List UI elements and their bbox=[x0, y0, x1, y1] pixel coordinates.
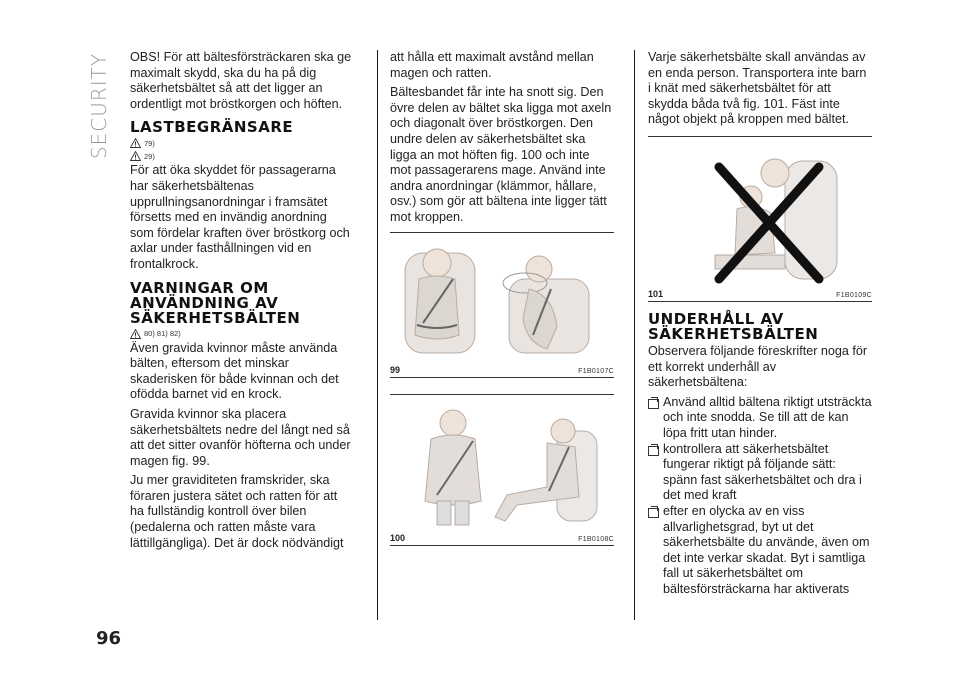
column2-paragraph-1: att hålla ett maximalt avstånd mellan magen och ratten. bbox=[390, 50, 594, 80]
pregnant-woman-seatbelt-illustration bbox=[397, 239, 607, 361]
intro-paragraph: OBS! För att bältesförsträckaren ska ge maximalt skydd, ska du ha på dig säkerhetsbältet så att det ligger an ordentligt mot bröstkorgen och höften. bbox=[130, 50, 352, 111]
underhall-paragraph: Observera följande föreskrifter noga för ett korrekt underhåll av säkerhetsbältena: bbox=[648, 343, 868, 390]
warning-triangle-icon bbox=[130, 138, 141, 148]
figure-number: 100 bbox=[390, 532, 406, 543]
warning-triangle-icon bbox=[130, 151, 141, 161]
lastbegransare-paragraph: För att öka skyddet för passagerarna har säkerhetsbältenas upprullningsanordningar i framsätet försetts med en invändig anordning som fördelar kraften över bröstkorg och axlar under fasthållningen vid en frontalkrock. bbox=[130, 163, 350, 271]
warning-ref bbox=[130, 137, 354, 149]
figure-caption bbox=[390, 531, 614, 546]
column-divider bbox=[634, 50, 635, 620]
gravida-paragraph-2: Gravida kvinnor ska placera säkerhetsbältets nedre del långt ned så att det sitter ovanför höfterna och under magen fig. 99. bbox=[130, 406, 351, 468]
figure-number: 99 bbox=[390, 364, 401, 375]
list-item bbox=[648, 395, 872, 442]
list-item-text: efter en olycka av en viss allvarlighetsgrad, byt ut det säkerhetsbälte du använde, även om det inte verkar skadat. Byt i samtliga fall ut säkerhetsbältet om bältesförsträckarna har aktiverats bbox=[663, 503, 870, 596]
warning-ref bbox=[130, 328, 354, 340]
seatbelt-position-illustration bbox=[397, 401, 607, 529]
figure-code: F1B0108C bbox=[578, 535, 614, 543]
figure-caption bbox=[648, 287, 872, 302]
figure-number: 101 bbox=[648, 288, 664, 299]
column2-paragraph-2: Bältesbandet får inte ha snott sig. Den övre delen av bältet ska ligga mot axeln och diagonalt över bröstkorgen. Den undre delen av säkerhetsbältet ska ligga an mot höften fig. 100 och inte mot passagerarens mage. Använd inte andra anordningar (klämmor, hållare, osv.) som gör att bältena inte ligger tätt mot kroppen. bbox=[390, 85, 612, 224]
figure-code: F1B0109C bbox=[836, 291, 872, 299]
figure-100 bbox=[390, 394, 614, 546]
heading-varningar: VARNINGAR OM ANVÄNDNING AV SÄKERHETSBÄLTEN bbox=[130, 278, 301, 327]
list-item-text: kontrollera att säkerhetsbältet fungerar riktigt på följande sätt: spänn fast säkerhetsbältet och dra i det med kraft bbox=[663, 441, 862, 503]
figure-99 bbox=[390, 232, 614, 378]
warning-ref-number: 80) 81) 82) bbox=[144, 328, 181, 338]
list-item bbox=[648, 504, 872, 598]
warning-ref-number: 29) bbox=[144, 151, 155, 161]
list-item-text: Använd alltid bältena riktigt utsträckta och inte snodda. Se till att de kan löpa fritt utan hinder. bbox=[663, 394, 872, 440]
column3-paragraph-1: Varje säkerhetsbälte skall användas av en enda person. Transportera inte barn i knät med säkerhetsbältet för att skydda båda två fig. 101. Fäst inte något objekt på kroppen med bältet. bbox=[648, 50, 867, 127]
warning-ref-number: 79) bbox=[144, 138, 155, 148]
checkbox-bullet-icon bbox=[648, 446, 659, 456]
warning-ref bbox=[130, 150, 354, 162]
column-1 bbox=[130, 50, 354, 555]
column-2 bbox=[390, 50, 614, 552]
checkbox-bullet-icon bbox=[648, 399, 659, 409]
list-item bbox=[648, 442, 872, 504]
child-on-lap-prohibited-illustration bbox=[655, 143, 865, 285]
checkbox-bullet-icon bbox=[648, 508, 659, 518]
warning-triangle-icon bbox=[130, 329, 141, 339]
figure-caption bbox=[390, 363, 614, 378]
figure-code: F1B0107C bbox=[578, 367, 614, 375]
gravida-paragraph-3: Ju mer graviditeten framskrider, ska föraren justera sätet och ratten för att ha fullständig kontroll över bilen (pedalerna och ratten måste vara lättillgängliga). Det är dock nödvändigt bbox=[130, 473, 344, 550]
section-label: SECURITY bbox=[87, 52, 111, 160]
gravida-paragraph-1: Även gravida kvinnor måste använda bälten, eftersom det minskar skaderisken för både kvinnan och det ofödda barnet vid en krock. bbox=[130, 340, 339, 402]
heading-underhall: UNDERHÅLL AV SÄKERHETSBÄLTEN bbox=[648, 309, 819, 343]
page-number: 96 bbox=[96, 628, 122, 649]
figure-101 bbox=[648, 136, 872, 302]
section-tab bbox=[84, 48, 110, 166]
column-3 bbox=[648, 50, 872, 597]
column-divider bbox=[377, 50, 378, 620]
heading-lastbegransare: LASTBEGRÄNSARE bbox=[130, 118, 294, 137]
